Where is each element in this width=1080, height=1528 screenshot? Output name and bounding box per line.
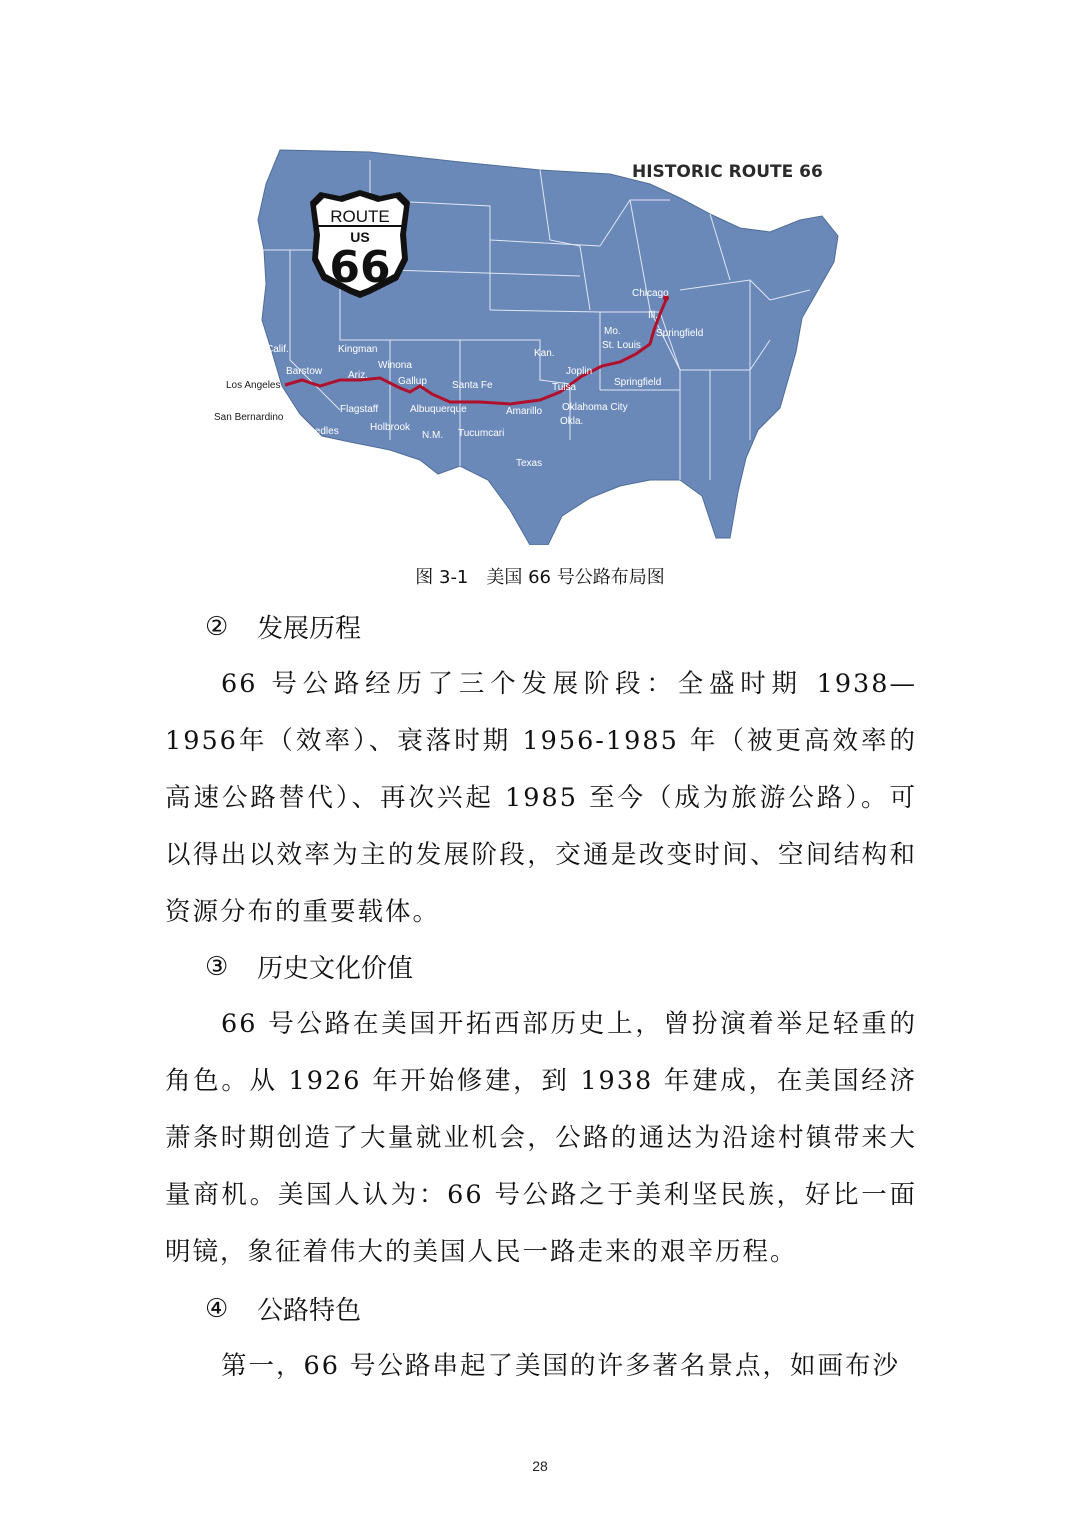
section-title: 历史文化价值	[257, 954, 414, 984]
label-okla: Okla.	[560, 416, 584, 427]
section-heading-development	[205, 608, 361, 645]
shield-route-text: ROUTE	[330, 207, 390, 226]
route66-map	[210, 140, 850, 545]
label-nm: N.M.	[422, 430, 444, 441]
section-title: 发展历程	[257, 614, 362, 644]
map-title: HISTORIC ROUTE 66	[632, 162, 823, 182]
label-okc: Oklahoma City	[562, 402, 628, 413]
label-kingman: Kingman	[338, 344, 378, 355]
label-santa-fe: Santa Fe	[452, 380, 493, 391]
figure-caption: 图 3-1 美国 66 号公路布局图	[415, 567, 665, 588]
label-texas: Texas	[516, 458, 543, 469]
paragraph-features: 第一，66 号公路串起了美国的许多著名景点，如画布沙	[221, 1351, 901, 1381]
label-chicago: Chicago	[632, 288, 669, 299]
label-ill: Ill.	[648, 310, 658, 321]
label-los-angeles: Los Angeles	[226, 380, 281, 391]
label-st-louis: St. Louis	[602, 340, 641, 351]
label-kan: Kan.	[534, 348, 555, 359]
label-tulsa: Tulsa	[552, 382, 577, 393]
label-ariz: Ariz.	[348, 370, 368, 381]
label-san-bernardino: San Bernardino	[214, 412, 284, 423]
shield-us-text: US	[350, 229, 370, 245]
section-heading-culture	[205, 948, 413, 985]
label-gallup: Gallup	[398, 376, 427, 387]
section-number: ②	[205, 611, 229, 642]
label-calif: Calif.	[266, 344, 289, 355]
paragraph-development: 66 号公路经历了三个发展阶段：全盛时期 1938—1956年（效率）、衰落时期 1956-1985 年（被更高效率的高速公路替代）、再次兴起 1985 至今（成为旅游公路）。可以得出以效率为主的发展阶段，交通是改变时间、空间结构和资源分布的重要载体。	[165, 669, 917, 927]
label-tucumcari: Tucumcari	[458, 428, 505, 439]
label-winona: Winona	[378, 360, 412, 371]
label-flagstaff: Flagstaff	[340, 404, 379, 415]
label-holbrook: Holbrook	[370, 422, 411, 433]
section-title: 公路特色	[257, 1296, 362, 1326]
label-mo: Mo.	[604, 326, 621, 337]
route66-map-figure	[210, 140, 850, 545]
label-albuquerque: Albuquerque	[410, 404, 467, 415]
shield-66-text: 66	[329, 242, 391, 293]
label-needles: Needles	[302, 426, 339, 437]
label-amarillo: Amarillo	[506, 406, 543, 417]
section-number: ③	[205, 951, 229, 982]
label-joplin: Joplin	[566, 366, 593, 377]
label-barstow: Barstow	[286, 366, 323, 377]
label-springfield-mo: Springfield	[614, 377, 662, 388]
page-number: 28	[532, 1458, 548, 1474]
paragraph-culture: 66 号公路在美国开拓西部历史上，曾扮演着举足轻重的角色。从 1926 年开始修建，到 1938 年建成，在美国经济萧条时期创造了大量就业机会，公路的通达为沿途村镇带来大量商机。美国人认为：66 号公路之于美利坚民族，好比一面明镜，象征着伟大的美国人民一路走来的艰辛历程。	[165, 1009, 917, 1267]
label-springfield-ill: Springfield	[656, 328, 704, 339]
section-heading-features	[205, 1290, 361, 1327]
section-number: ④	[205, 1293, 229, 1324]
